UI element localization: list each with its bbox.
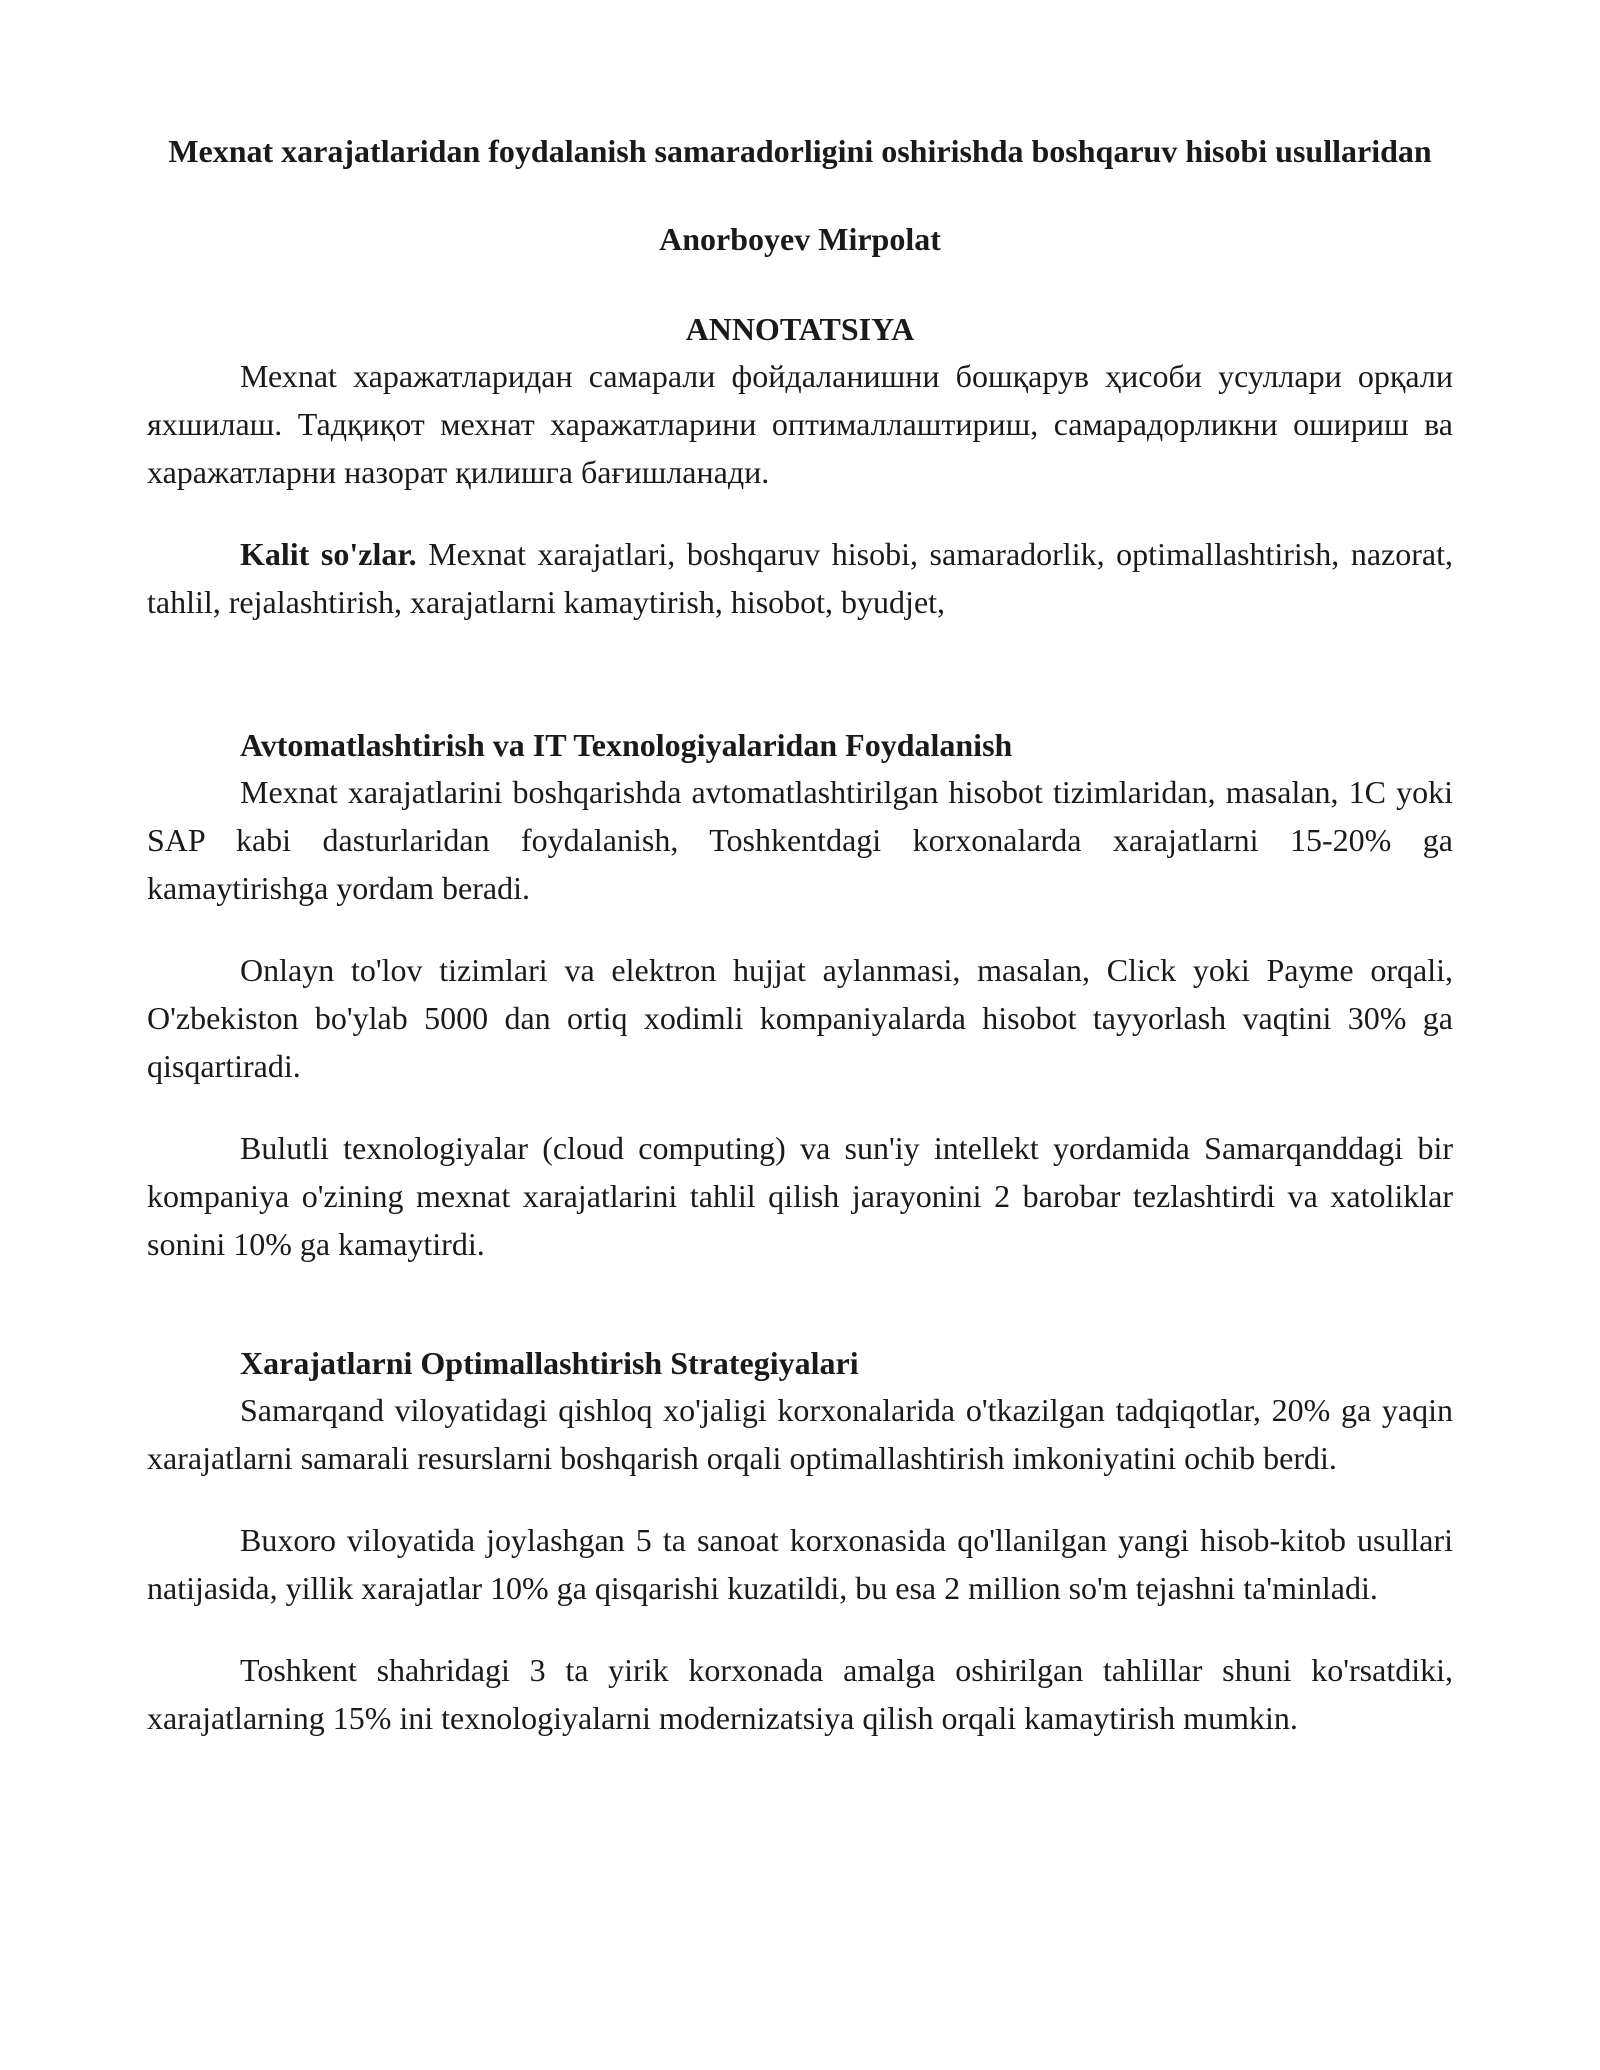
annotation-heading: ANNOTATSIYA	[685, 311, 915, 347]
section2-paragraph: Samarqand viloyatidagi qishloq xo'jaligi korxonalarida o'tkazilgan tadqiqotlar, 20% ga yaqin xarajatlarni samarali resurslarni boshqarish orqali optimallashtirish imkoniyatini ochib berdi.	[147, 1392, 1453, 1476]
section2-paragraph: Toshkent shahridagi 3 ta yirik korxonada amalga oshirilgan tahlillar shuni ko'rsatdiki, xarajatlarning 15% ini texnologiyalarni modernizatsiya qilish orqali kamaytirish mumkin.	[147, 1652, 1453, 1736]
section2-paragraph: Buxoro viloyatida joylashgan 5 ta sanoat korxonasida qo'llanilgan yangi hisob-kitob usullari natijasida, yillik xarajatlar 10% ga qisqarishi kuzatildi, bu esa 2 million so'm tejashni ta'minladi.	[147, 1522, 1453, 1606]
keywords-label: Kalit so'zlar.	[240, 536, 417, 572]
annotation-text: Мехnat харажатларидан самарали фойдаланишни бошқарув ҳисоби усуллари орқали яхшилаш. Тадқиқот мехнат харажатларини оптималлаштириш, самарадорликни ошириш ва харажатларни назорат қилишга бағишланади.	[147, 358, 1453, 490]
document-page	[147, 128, 1453, 1742]
keywords-text: Mexnat xarajatlari, boshqaruv hisobi, samaradorlik, optimallashtirish, nazorat, tahlil, rejalashtirish, xarajatlarni kamaytirish, hisobot, byudjet,	[147, 536, 1454, 620]
section1-paragraph: Onlayn to'lov tizimlari va elektron hujjat aylanmasi, masalan, Click yoki Payme orqali, O'zbekiston bo'ylab 5000 dan ortiq xodimli kompaniyalarda hisobot tayyorlash vaqtini 30% ga qisqartiradi.	[147, 952, 1453, 1084]
author-name: Anorboyev Mirpolat	[659, 221, 941, 257]
keywords-paragraph	[147, 530, 1453, 626]
section1-paragraph: Mexnat xarajatlarini boshqarishda avtomatlashtirilgan hisobot tizimlaridan, masalan, 1C yoki SAP kabi dasturlaridan foydalanish, Toshkentdagi korxonalarda xarajatlarni 15-20% ga kamaytirishga yordam beradi.	[147, 774, 1453, 906]
section-heading-optimization: Xarajatlarni Optimallashtirish Strategiyalari	[240, 1345, 859, 1381]
section-heading-automation: Avtomatlashtirish va IT Texnologiyalaridan Foydalanish	[240, 727, 1013, 763]
document-title: Mexnat xarajatlaridan foydalanish samaradorligini oshirishda boshqaruv hisobi usullaridan	[168, 133, 1432, 169]
section1-paragraph: Bulutli texnologiyalar (cloud computing) va sun'iy intellekt yordamida Samarqanddagi bir kompaniya o'zining mexnat xarajatlarini tahlil qilish jarayonini 2 barobar tezlashtirdi va xatoliklar sonini 10% ga kamaytirdi.	[147, 1130, 1453, 1262]
